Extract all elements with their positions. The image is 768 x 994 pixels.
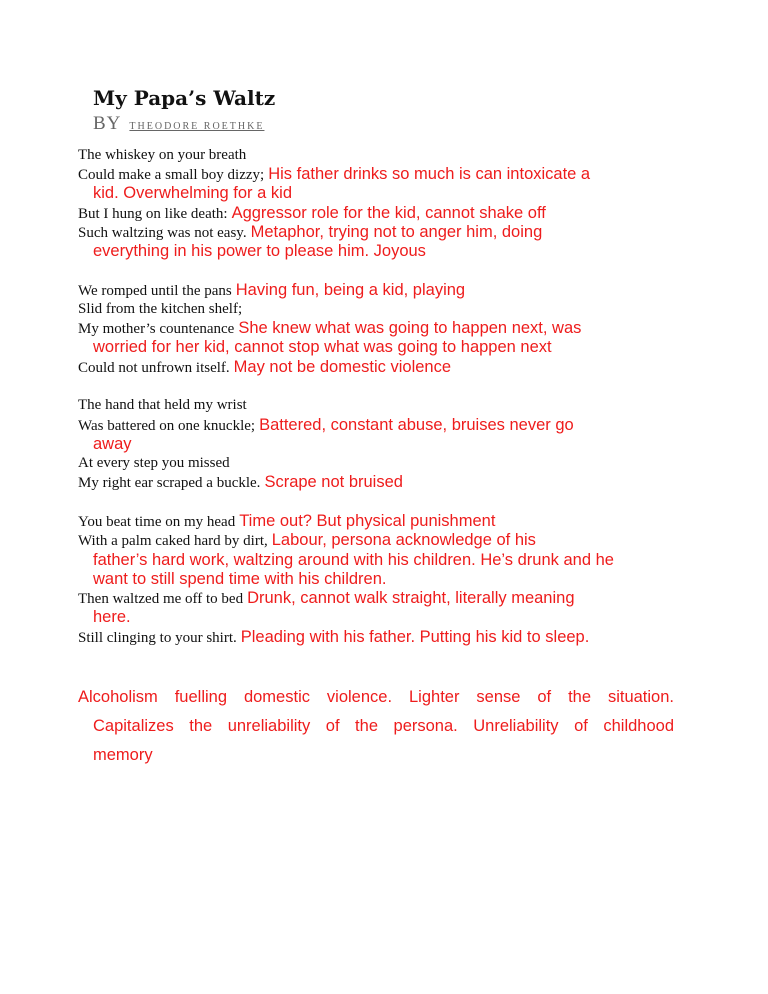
annotation-continuation: kid. Overwhelming for a kid <box>93 184 292 202</box>
annotation-continuation: here. <box>93 608 131 626</box>
poem-line-text: Could not unfrown itself. <box>78 360 230 376</box>
annotation-continuation: want to still spend time with his children. <box>93 570 387 588</box>
poem-line-text: The whiskey on your breath <box>78 147 247 163</box>
annotation: Time out? But physical punishment <box>239 512 496 530</box>
summary-line: memory <box>93 746 153 764</box>
poem-line <box>78 203 546 223</box>
byline <box>93 113 264 135</box>
poem-line <box>78 145 246 165</box>
summary-line: Capitalizes the unreliability of the persona. Unreliability of childhood <box>93 717 674 735</box>
poem-line-text: Still clinging to your shirt. <box>78 630 237 646</box>
annotation: Battered, constant abuse, bruises never go <box>259 416 574 434</box>
annotation: She knew what was going to happen next, was <box>238 319 582 337</box>
author-link[interactable]: THEODORE ROETHKE <box>129 121 265 132</box>
annotation-continuation: away <box>93 435 132 453</box>
byline-by: BY <box>93 113 122 134</box>
annotation: Metaphor, trying not to anger him, doing <box>250 223 543 241</box>
poem-line-text: Slid from the kitchen shelf; <box>78 301 243 317</box>
poem-line <box>78 299 242 319</box>
poem-line-text: You beat time on my head <box>78 514 236 530</box>
poem-line-text: Could make a small boy dizzy; <box>78 167 265 183</box>
annotation: Drunk, cannot walk straight, literally meaning <box>247 589 575 607</box>
annotation: Having fun, being a kid, playing <box>235 281 466 299</box>
poem-line <box>78 395 247 415</box>
poem-line-text: Such waltzing was not easy. <box>78 225 247 241</box>
summary-line: Alcoholism fuelling domestic violence. Lighter sense of the situation. <box>78 688 674 706</box>
poem-line-text: The hand that held my wrist <box>78 397 247 413</box>
poem-line <box>78 627 589 647</box>
summary-annotation <box>78 683 674 770</box>
annotation: Pleading with his father. Putting his kid to sleep. <box>240 628 590 646</box>
poem-line <box>78 530 536 550</box>
poem-line <box>78 472 403 492</box>
poem-line <box>78 415 574 435</box>
poem-title: My Papa’s Waltz <box>93 86 276 110</box>
poem-line <box>78 588 575 608</box>
poem-line <box>78 511 495 531</box>
annotation: Scrape not bruised <box>264 473 403 491</box>
poem-line-text: We romped until the pans <box>78 283 232 299</box>
annotation-continuation: everything in his power to please him. Joyous <box>93 242 426 260</box>
poem-line-text: My mother’s countenance <box>78 321 235 337</box>
poem-line-text: At every step you missed <box>78 455 230 471</box>
annotation-continuation: worried for her kid, cannot stop what was going to happen next <box>93 338 552 356</box>
poem-line <box>78 318 581 338</box>
poem-line-text: My right ear scraped a buckle. <box>78 475 261 491</box>
poem-line-text: Was battered on one knuckle; <box>78 418 256 434</box>
poem-line <box>78 357 451 377</box>
annotation-continuation: father’s hard work, waltzing around with his children. He’s drunk and he <box>93 551 614 569</box>
poem-line <box>78 164 590 184</box>
annotation: Labour, persona acknowledge of his <box>271 531 536 549</box>
annotation: His father drinks so much is can intoxicate a <box>268 165 591 183</box>
annotation: Aggressor role for the kid, cannot shake off <box>231 204 546 222</box>
poem-line-text: Then waltzed me off to bed <box>78 591 244 607</box>
poem-line <box>78 280 465 300</box>
poem-line-text: With a palm caked hard by dirt, <box>78 533 268 549</box>
annotation: May not be domestic violence <box>233 358 452 376</box>
poem-line-text: But I hung on like death: <box>78 206 228 222</box>
poem-line <box>78 222 542 242</box>
poem-line <box>78 453 230 473</box>
